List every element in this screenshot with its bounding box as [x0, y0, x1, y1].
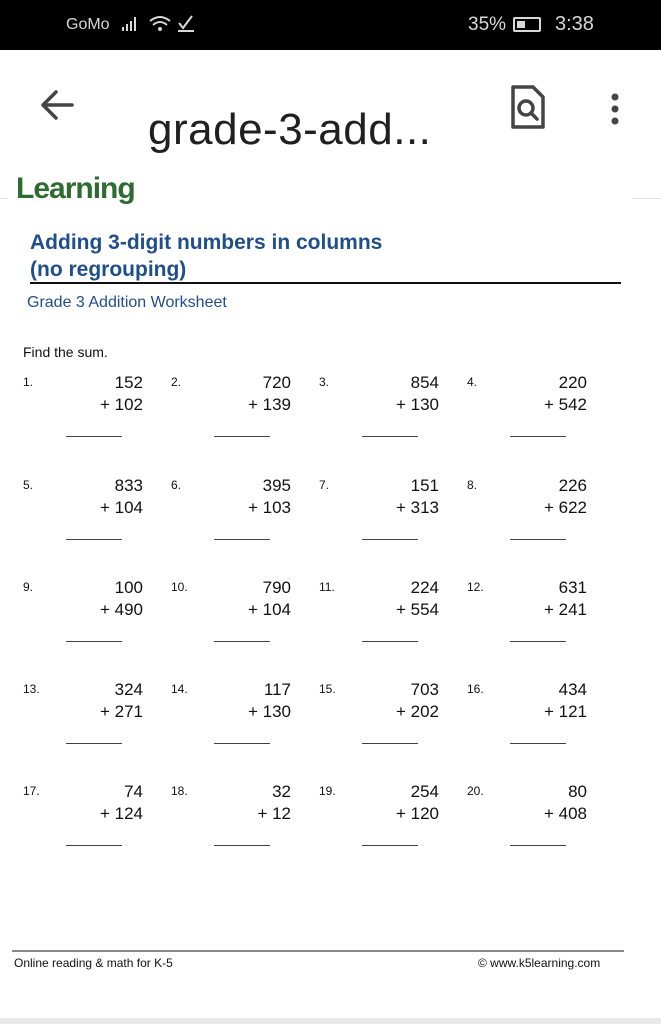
clock-time: 3:38	[555, 13, 594, 35]
answer-line	[510, 436, 566, 437]
worksheet-title-line2: (no regrouping)	[30, 258, 187, 281]
addition-problem	[171, 782, 291, 862]
addend-top: 100	[114, 578, 143, 597]
search-document-icon[interactable]	[507, 83, 547, 131]
answer-line	[510, 743, 566, 744]
addend-bottom: + 490	[99, 600, 143, 619]
addition-problem	[23, 476, 143, 556]
problem-number: 6.	[171, 478, 182, 492]
answer-line	[66, 641, 122, 642]
problem-number: 16.	[467, 682, 484, 696]
answer-line	[214, 641, 270, 642]
addend-top: 833	[114, 476, 143, 495]
problem-number: 14.	[171, 682, 188, 696]
problem-number: 19.	[319, 784, 336, 798]
addend-top: 226	[558, 476, 587, 495]
addition-problem	[23, 782, 143, 862]
addend-top: 790	[262, 578, 291, 597]
addend-top: 324	[114, 680, 143, 699]
problem-number: 20.	[467, 784, 484, 798]
addend-top: 74	[124, 782, 143, 801]
addend-top: 224	[410, 578, 439, 597]
addition-problem	[467, 476, 587, 556]
worksheet-subtitle: Grade 3 Addition Worksheet	[27, 294, 227, 311]
problem-number: 5.	[23, 478, 34, 492]
addend-bottom: + 121	[543, 702, 587, 721]
problem-number: 4.	[467, 375, 478, 389]
addend-bottom: + 313	[395, 498, 439, 517]
title-divider	[30, 282, 621, 284]
addend-bottom: + 139	[247, 395, 291, 414]
addition-problem	[171, 373, 291, 453]
problem-number: 7.	[319, 478, 330, 492]
answer-line	[66, 436, 122, 437]
carrier-name: GoMo	[66, 16, 110, 33]
addend-bottom: + 104	[99, 498, 143, 517]
answer-line	[510, 539, 566, 540]
problem-number: 15.	[319, 682, 336, 696]
addend-top: 254	[410, 782, 439, 801]
page-bottom-edge	[0, 1018, 661, 1024]
back-arrow-icon[interactable]	[36, 83, 80, 127]
addition-problem	[171, 680, 291, 760]
more-options-icon[interactable]	[600, 87, 630, 135]
answer-line	[362, 845, 418, 846]
footer-website: © www.k5learning.com	[478, 956, 601, 970]
worksheet-title-line1: Adding 3-digit numbers in columns	[30, 231, 383, 254]
answer-line	[510, 641, 566, 642]
addend-bottom: + 124	[99, 804, 143, 823]
problem-number: 11.	[319, 580, 335, 594]
addend-bottom: + 12	[257, 804, 291, 823]
addend-top: 854	[410, 373, 439, 392]
addend-top: 117	[263, 680, 291, 699]
addend-top: 631	[558, 578, 587, 597]
addend-top: 32	[272, 782, 291, 801]
problem-number: 13.	[23, 682, 40, 696]
problem-number: 2.	[171, 375, 182, 389]
addend-bottom: + 104	[247, 600, 291, 619]
addition-problem	[467, 782, 587, 862]
addition-problem	[23, 680, 143, 760]
addend-top: 152	[114, 373, 143, 392]
problem-number: 10.	[171, 580, 188, 594]
footer-tagline: Online reading & math for K-5	[14, 956, 173, 970]
battery-icon	[513, 17, 541, 32]
logo-fragment: Learning	[16, 172, 135, 205]
worksheet-title	[30, 229, 382, 283]
addend-bottom: + 103	[247, 498, 291, 517]
signal-wifi-icon	[122, 13, 202, 40]
addend-bottom: + 102	[99, 395, 143, 414]
addend-bottom: + 130	[247, 702, 291, 721]
addend-bottom: + 120	[395, 804, 439, 823]
addend-bottom: + 408	[543, 804, 587, 823]
addend-top: 80	[568, 782, 587, 801]
problem-number: 17.	[23, 784, 40, 798]
answer-line	[66, 539, 122, 540]
addition-problem	[467, 680, 587, 760]
instructions: Find the sum.	[23, 344, 108, 360]
problem-number: 18.	[171, 784, 188, 798]
addend-bottom: + 130	[395, 395, 439, 414]
addend-top: 220	[558, 373, 587, 392]
addend-top: 395	[262, 476, 291, 495]
answer-line	[362, 743, 418, 744]
addition-problem	[319, 782, 439, 862]
answer-line	[362, 539, 418, 540]
addend-top: 703	[410, 680, 439, 699]
addition-problem	[171, 578, 291, 658]
answer-line	[214, 845, 270, 846]
addend-bottom: + 554	[395, 600, 439, 619]
addition-problem	[23, 578, 143, 658]
addend-bottom: + 241	[543, 600, 587, 619]
footer-divider	[12, 950, 624, 952]
addend-bottom: + 542	[543, 395, 587, 414]
addition-problem	[467, 578, 587, 658]
answer-line	[214, 539, 270, 540]
addition-problem	[319, 476, 439, 556]
addend-top: 720	[262, 373, 291, 392]
problem-number: 3.	[319, 375, 330, 389]
battery-percent: 35%	[468, 14, 507, 35]
addend-top: 151	[410, 476, 439, 495]
addition-problem	[171, 476, 291, 556]
answer-line	[214, 743, 270, 744]
problem-number: 9.	[23, 580, 34, 594]
problem-number: 1.	[23, 375, 34, 389]
document-title: grade-3-add...	[148, 105, 432, 154]
addition-problem	[319, 373, 439, 453]
addend-top: 434	[558, 680, 587, 699]
addend-bottom: + 622	[543, 498, 587, 517]
answer-line	[362, 436, 418, 437]
answer-line	[362, 641, 418, 642]
addition-problem	[319, 578, 439, 658]
answer-line	[66, 743, 122, 744]
addition-problem	[467, 373, 587, 453]
answer-line	[66, 845, 122, 846]
answer-line	[214, 436, 270, 437]
problem-number: 8.	[467, 478, 478, 492]
problem-number: 12.	[467, 580, 484, 594]
worksheet-page	[8, 172, 632, 1018]
addition-problem	[319, 680, 439, 760]
status-bar	[0, 0, 661, 50]
answer-line	[510, 845, 566, 846]
addend-bottom: + 202	[395, 702, 439, 721]
addend-bottom: + 271	[99, 702, 143, 721]
addition-problem	[23, 373, 143, 453]
